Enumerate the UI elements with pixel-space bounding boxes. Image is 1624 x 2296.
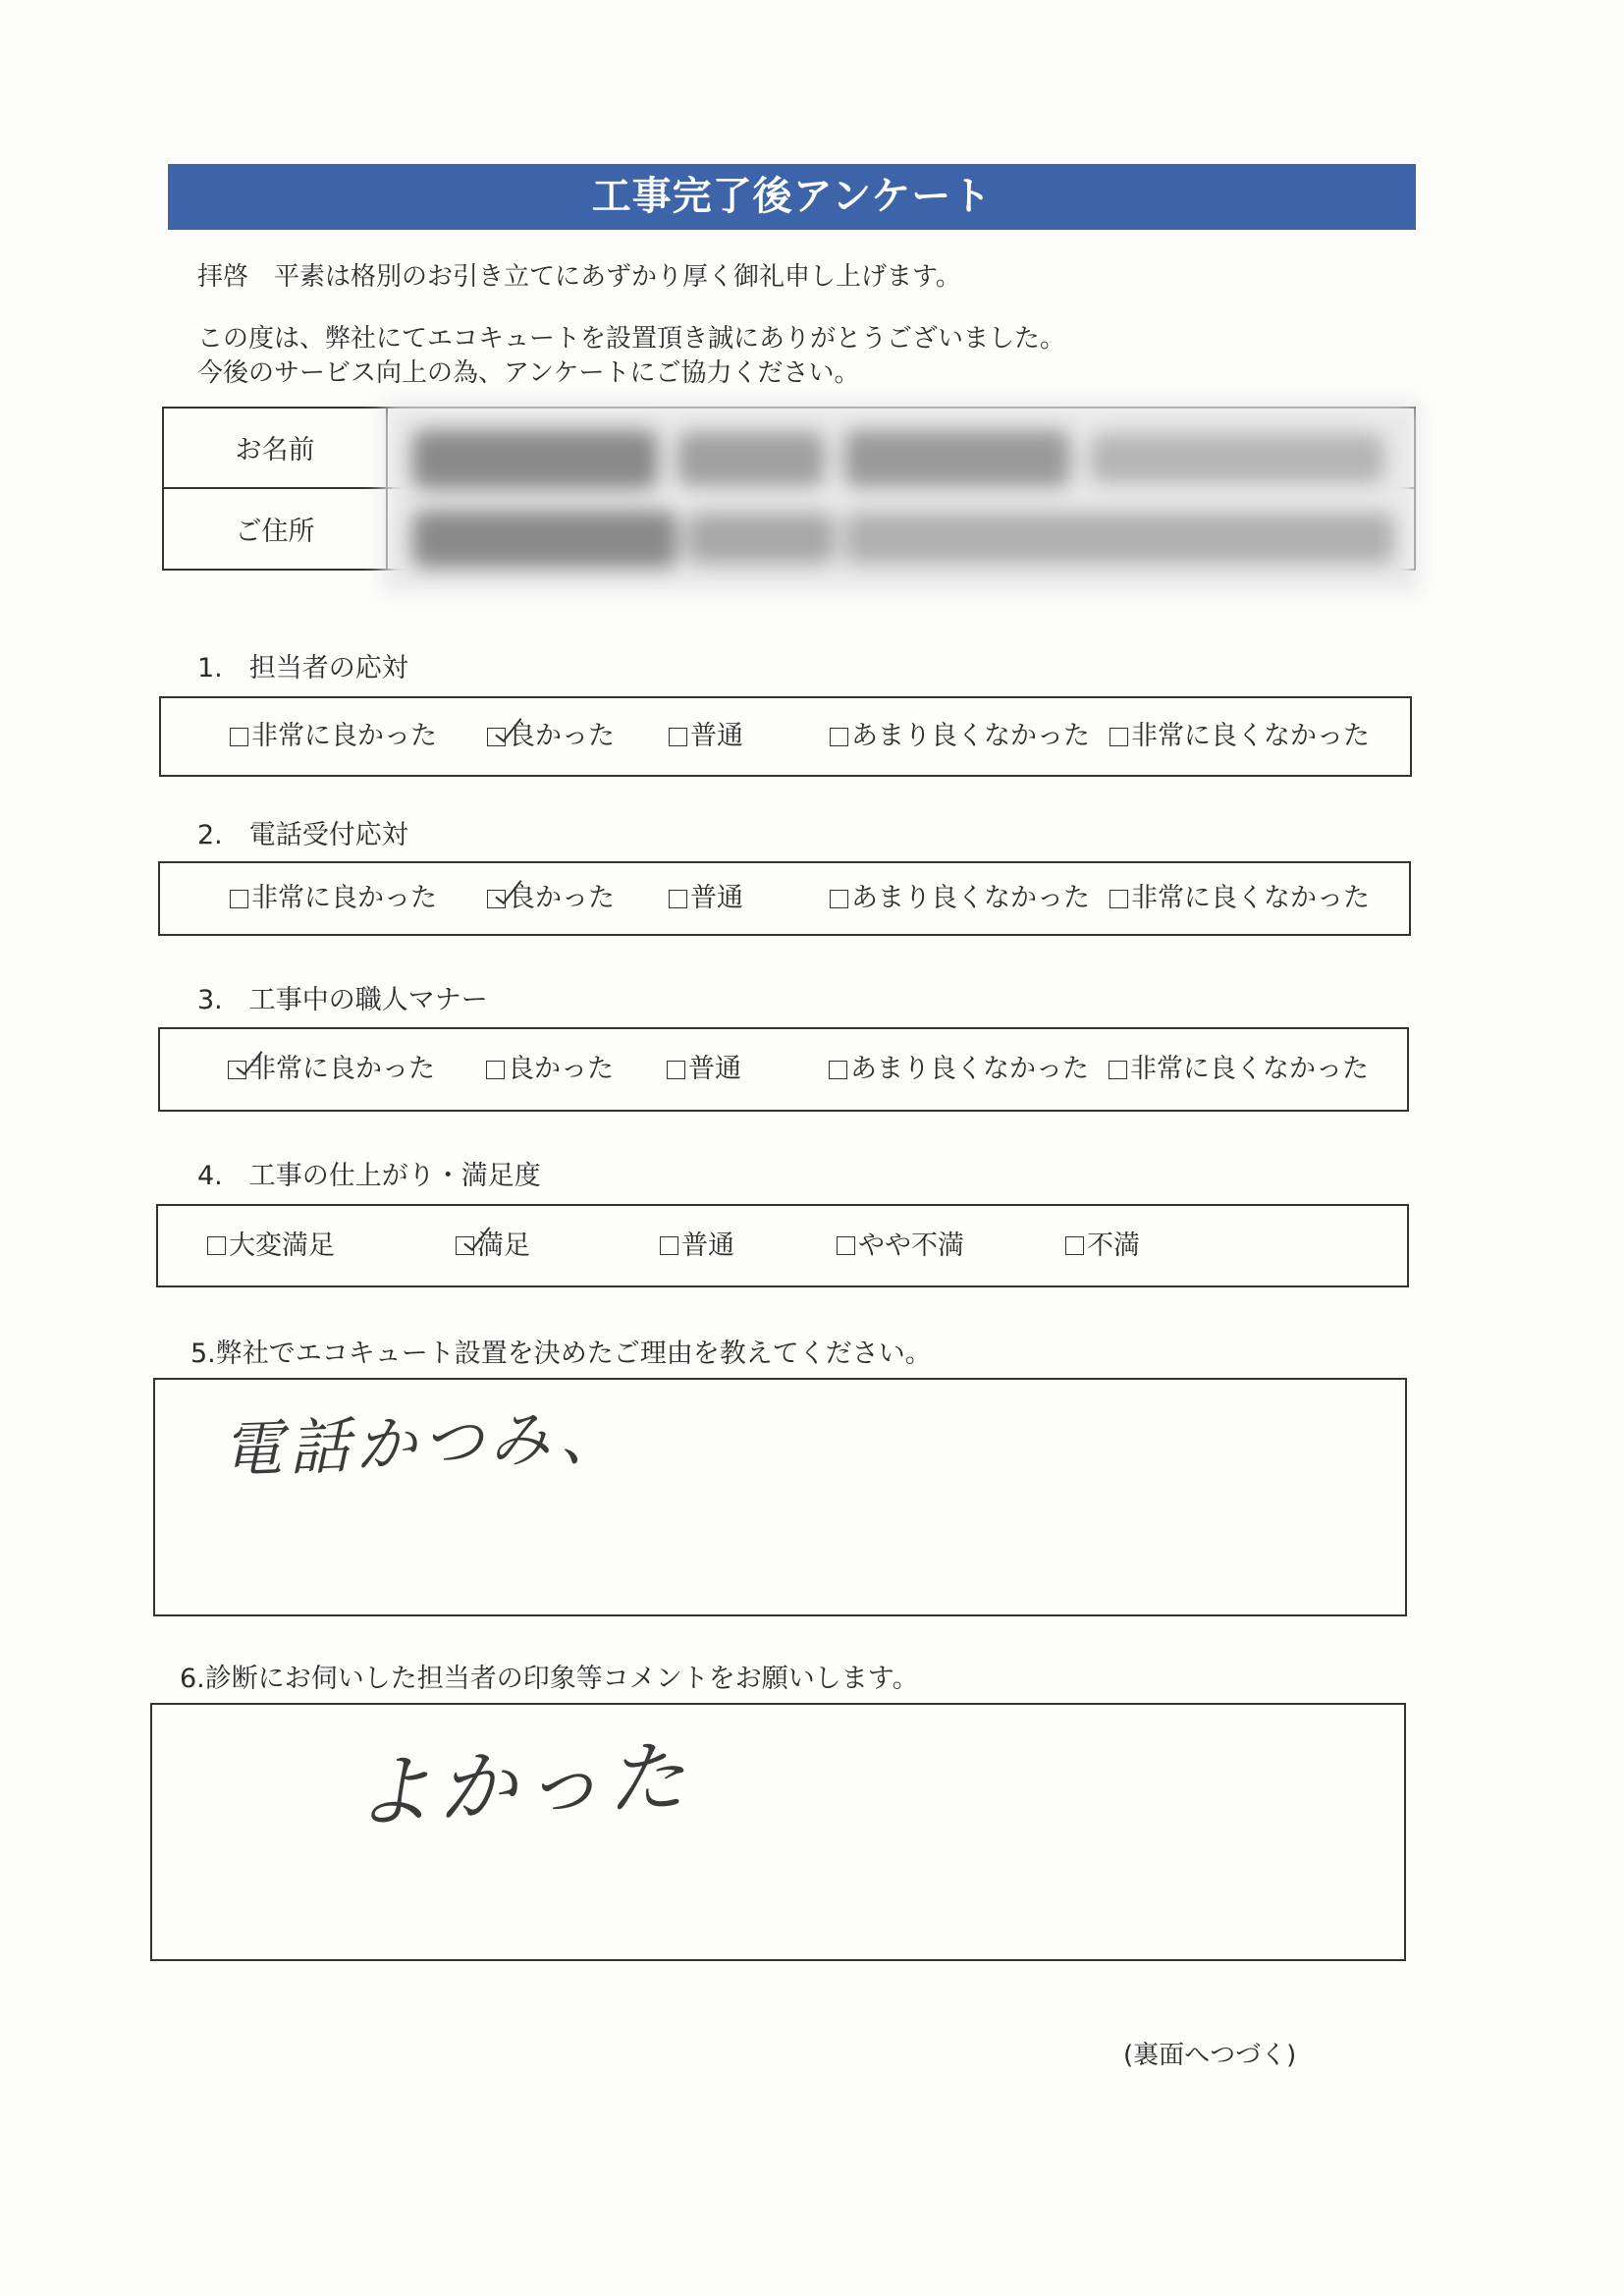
option-very-good xyxy=(230,882,437,915)
option-very-satisfied xyxy=(207,1230,335,1263)
section-3-options xyxy=(158,1027,1409,1112)
checkbox-icon xyxy=(486,1061,505,1079)
option-average xyxy=(667,1053,741,1086)
option-average xyxy=(669,720,743,753)
option-label: 非常に良くなかった xyxy=(1130,1054,1369,1084)
option-very-bad xyxy=(1110,720,1370,753)
option-label: 非常に良かった xyxy=(251,721,437,751)
survey-title: 工事完了後アンケート xyxy=(168,164,1416,230)
option-label: 普通 xyxy=(690,883,743,913)
section-1-options xyxy=(159,696,1412,777)
checkbox-icon xyxy=(1110,728,1128,746)
checkbox-icon xyxy=(487,890,506,908)
option-label: 普通 xyxy=(688,1054,741,1084)
option-very-bad xyxy=(1109,1053,1369,1086)
option-not-very-good xyxy=(830,720,1090,753)
checkbox-icon xyxy=(830,728,848,746)
option-satisfied xyxy=(456,1230,530,1263)
checkbox-icon xyxy=(1110,890,1128,908)
section-4-heading: 4. 工事の仕上がり・満足度 xyxy=(197,1161,541,1191)
option-label: 良かった xyxy=(509,883,615,913)
option-not-very-good xyxy=(830,882,1090,915)
intro-greeting: 拝啓 平素は格別のお引き立てにあずかり厚く御礼申し上げます。 xyxy=(197,262,961,292)
checkbox-icon xyxy=(228,1061,246,1079)
intro-thanks: この度は、弊社にてエコキュートを設置頂き誠にありがとうございました。 xyxy=(197,324,1066,354)
option-label: あまり良くなかった xyxy=(851,721,1090,751)
option-label: 良かった xyxy=(508,1054,614,1084)
section-3-heading: 3. 工事中の職人マナー xyxy=(197,985,488,1015)
option-not-very-good xyxy=(829,1053,1089,1086)
checkbox-icon xyxy=(669,890,687,908)
checkbox-icon xyxy=(667,1061,685,1079)
option-label: 普通 xyxy=(681,1230,734,1261)
question-5-heading: 5.弊社でエコキュート設置を決めたご理由を教えてください。 xyxy=(190,1339,932,1369)
option-label: やや不満 xyxy=(858,1230,964,1261)
option-very-good xyxy=(230,720,437,753)
continued-on-back-note: (裏面へつづく) xyxy=(1123,2041,1297,2070)
checkbox-icon xyxy=(1109,1061,1127,1079)
checkbox-icon xyxy=(1065,1236,1084,1255)
option-label: 非常に良かった xyxy=(249,1054,435,1084)
option-label: 不満 xyxy=(1087,1230,1140,1261)
option-dissatisfied xyxy=(1065,1230,1140,1263)
option-good xyxy=(487,720,615,753)
option-label: 非常に良くなかった xyxy=(1131,721,1370,751)
option-average xyxy=(669,882,743,915)
checkbox-icon xyxy=(669,728,687,746)
option-label: 普通 xyxy=(690,721,743,751)
option-average xyxy=(660,1230,734,1263)
checkbox-icon xyxy=(829,1061,847,1079)
checkbox-icon xyxy=(660,1236,678,1255)
checkbox-icon xyxy=(456,1236,474,1255)
checkbox-icon xyxy=(837,1236,855,1255)
option-good xyxy=(486,1053,614,1086)
checkbox-icon xyxy=(487,728,506,746)
section-4-options xyxy=(156,1204,1409,1287)
option-good xyxy=(487,882,615,915)
section-2-heading: 2. 電話受付応対 xyxy=(197,820,408,850)
option-label: 非常に良くなかった xyxy=(1131,883,1370,913)
redacted-customer-info xyxy=(383,403,1419,592)
option-label: あまり良くなかった xyxy=(850,1054,1089,1084)
address-label: ご住所 xyxy=(164,489,388,570)
checkbox-icon xyxy=(207,1236,226,1255)
checkbox-icon xyxy=(230,890,248,908)
intro-request: 今後のサービス向上の為、アンケートにご協力ください。 xyxy=(197,358,860,388)
option-very-good xyxy=(228,1053,435,1086)
question-6-handwritten-answer: よかった xyxy=(351,1730,694,1839)
option-label: あまり良くなかった xyxy=(851,883,1090,913)
section-2-options xyxy=(158,861,1411,936)
option-label: 満足 xyxy=(477,1230,530,1261)
name-label: お名前 xyxy=(164,409,388,487)
question-6-answer-box xyxy=(150,1703,1406,1961)
option-label: 非常に良かった xyxy=(251,883,437,913)
option-somewhat-dissatisfied xyxy=(837,1230,964,1263)
option-label: 大変満足 xyxy=(229,1230,335,1261)
option-label: 良かった xyxy=(509,721,615,751)
question-6-heading: 6.診断にお伺いした担当者の印象等コメントをお願いします。 xyxy=(180,1664,919,1694)
checkbox-icon xyxy=(230,728,248,746)
section-1-heading: 1. 担当者の応対 xyxy=(197,653,408,683)
question-5-handwritten-answer: 電話かつみ、 xyxy=(220,1399,627,1487)
option-very-bad xyxy=(1110,882,1370,915)
checkbox-icon xyxy=(830,890,848,908)
